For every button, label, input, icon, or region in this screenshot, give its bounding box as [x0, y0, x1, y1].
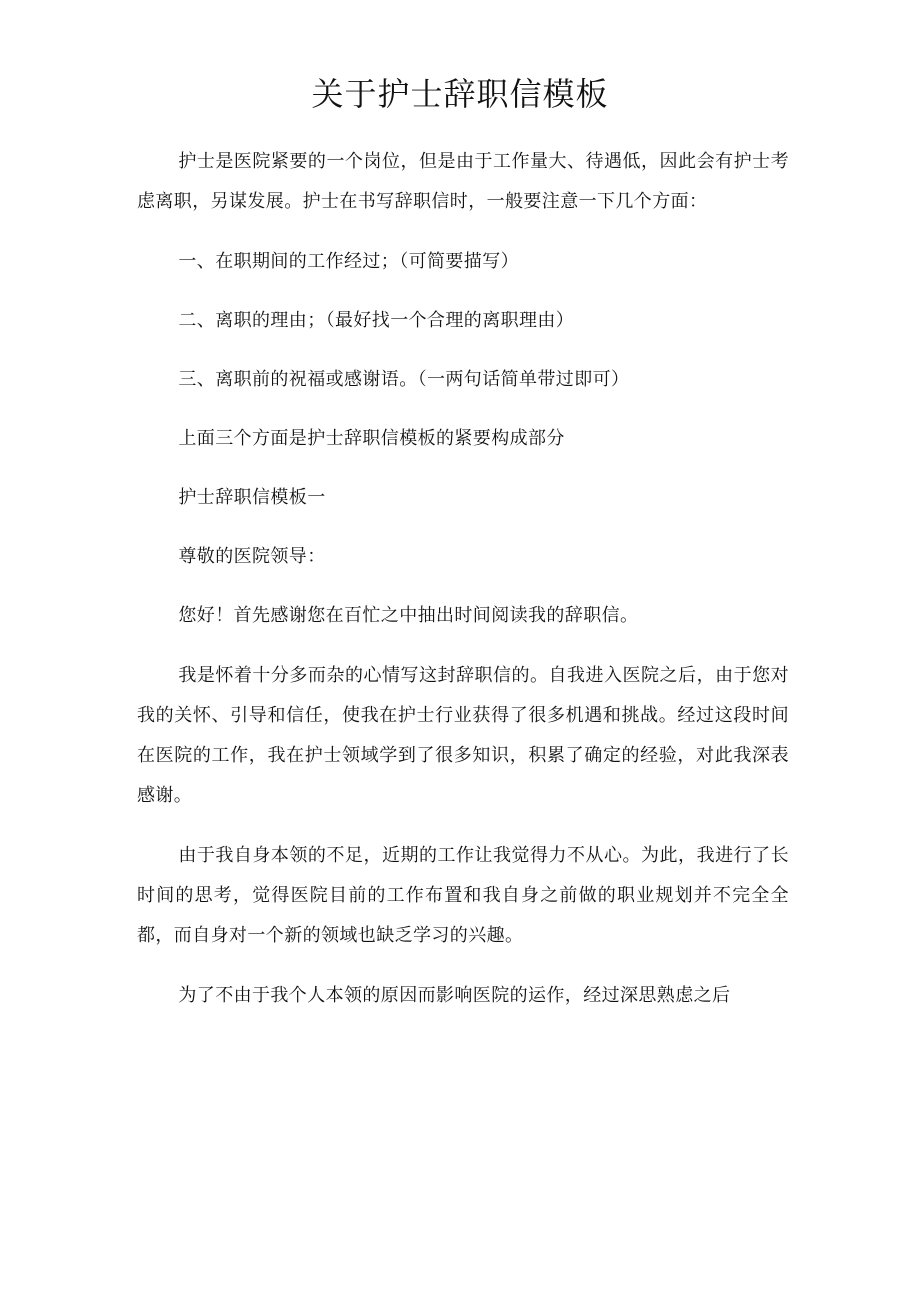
point-two: 二、离职的理由；（最好找一个合理的离职理由）	[178, 310, 575, 331]
greeting-line: 您好！首先感谢您在百忙之中抽出时间阅读我的辞职信。	[178, 605, 639, 626]
intro-paragraph: 护士是医院紧要的一个岗位，但是由于工作量大、待遇低，因此会有护士考虑离职，另谋发展。护士在书写辞职信时，一般要注意一下几个方面：	[137, 151, 789, 212]
body-paragraph-1: 我是怀着十分多而杂的心情写这封辞职信的。自我进入医院之后，由于您对我的关怀、引导和信任，使我在护士行业获得了很多机遇和挑战。经过这段时间在医院的工作，我在护士领域学到了很多知识，积累了确定的经验，对此我深表感谢。	[137, 665, 789, 806]
point-one: 一、在职期间的工作经过；（可简要描写）	[178, 251, 519, 272]
point-three: 三、离职前的祝福或感谢语。（一两句话简单带过即可）	[178, 369, 630, 390]
summary-line: 上面三个方面是护士辞职信模板的紧要构成部分	[178, 428, 565, 449]
salutation: 尊敬的医院领导：	[178, 546, 326, 567]
template-heading: 护士辞职信模板一	[178, 487, 326, 508]
body-paragraph-3: 为了不由于我个人本领的原因而影响医院的运作，经过深思熟虑之后	[178, 985, 731, 1006]
body-paragraph-2: 由于我自身本领的不足，近期的工作让我觉得力不从心。为此，我进行了长时间的思考，觉得医院目前的工作布置和我自身之前做的职业规划并不完全全都，而自身对一个新的领域也缺乏学习的兴趣。	[137, 845, 789, 946]
document-title: 关于护士辞职信模板	[311, 75, 609, 113]
document-body	[137, 142, 789, 1016]
